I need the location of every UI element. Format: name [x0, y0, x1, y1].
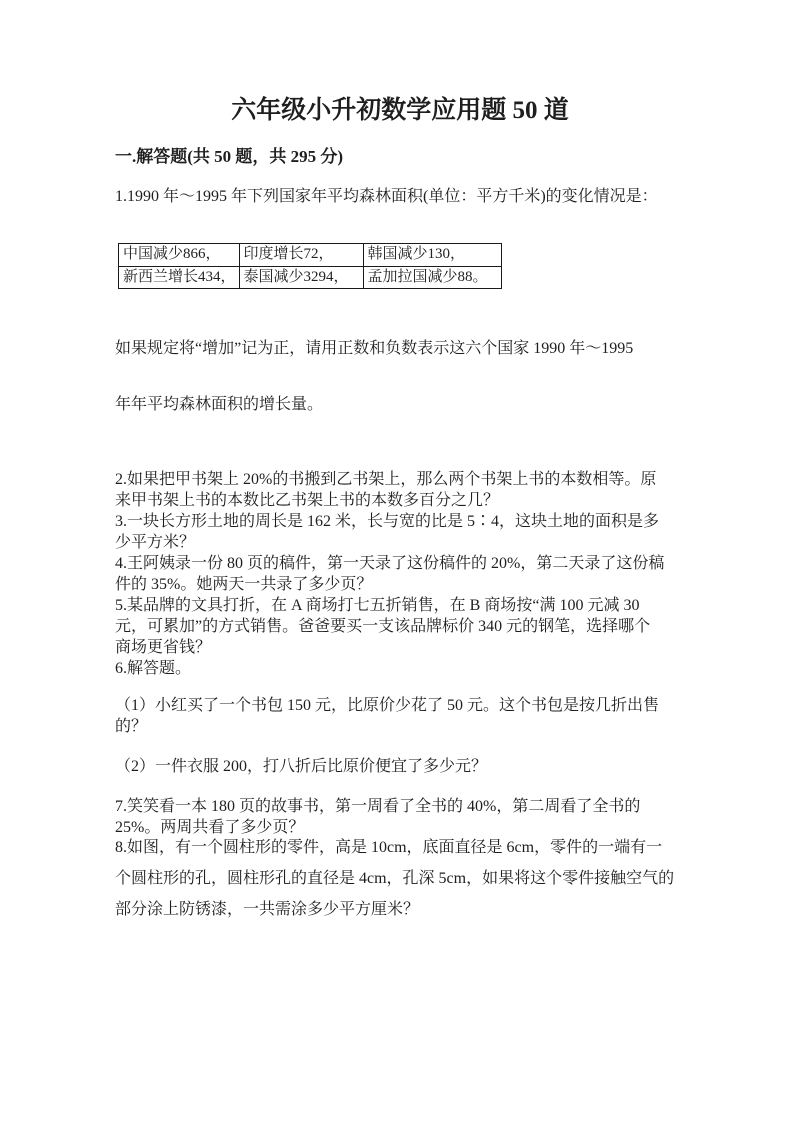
- question-1-intro: [115, 186, 725, 207]
- question-2: [115, 469, 725, 511]
- question-5: [115, 595, 725, 658]
- table-cell: 印度增长72，: [239, 244, 363, 267]
- text-line: 5.某品牌的文具打折，在 A 商场打七五折销售，在 B 商场按“满 100 元减 30: [115, 597, 640, 614]
- text-line: 如果规定将“增加”记为正，请用正数和负数表示这六个国家 1990 年～1995: [115, 340, 634, 357]
- question-1-table: [118, 243, 502, 289]
- text-line: 8.如图，有一个圆柱形的零件，高是 10cm，底面直径是 6cm，零件的一端有一: [115, 839, 663, 856]
- text-line: 1.1990 年～1995 年下列国家年平均森林面积(单位：平方千米)的变化情况是：: [115, 188, 658, 205]
- question-1-followup: [115, 339, 725, 451]
- table-cell: 中国减少866，: [119, 244, 240, 267]
- text-line: 的？: [115, 718, 148, 735]
- text-line: 6.解答题。: [115, 660, 192, 677]
- text-line: 元，可累加”的方式销售。爸爸要买一支该品牌标价 340 元的钢笔，选择哪个: [115, 618, 651, 635]
- text-line: 2.如果把甲书架上 20%的书搬到乙书架上，那么两个书架上书的本数相等。原: [115, 471, 657, 488]
- text-line: 个圆柱形的孔，圆柱形孔的直径是 4cm，孔深 5cm，如果将这个零件接触空气的: [115, 870, 675, 887]
- table-cell: 新西兰增长434，: [119, 266, 240, 289]
- text-line: 来甲书架上书的本数比乙书架上书的本数多百分之几？: [115, 492, 500, 509]
- text-line: 件的 35%。她两天一共录了多少页？: [115, 576, 373, 593]
- text-line: 3.一块长方形土地的周长是 162 米，长与宽的比是 5∶4，这块土地的面积是多: [115, 513, 660, 530]
- text-line: 少平方米？: [115, 534, 196, 551]
- page-title: 六年级小升初数学应用题 50 道: [231, 97, 569, 124]
- text-line: 商场更省钱？: [115, 639, 212, 656]
- table-cell: 孟加拉国减少88。: [363, 266, 501, 289]
- table-row: [119, 244, 502, 267]
- text-line: 25%。两周共看了多少页？: [115, 819, 305, 836]
- question-6-heading: [115, 658, 725, 679]
- text-line: 7.笑笑看一本 180 页的故事书，第一周看了全书的 40%，第二周看了全书的: [115, 798, 641, 815]
- text-line: 年年平均森林面积的增长量。: [115, 396, 324, 413]
- text-line: 4.王阿姨录一份 80 页的稿件，第一天录了这份稿件的 20%，第二天录了这份稿: [115, 555, 665, 572]
- table-row: [119, 266, 502, 289]
- section-heading: 一.解答题(共 50 题，共 295 分): [115, 147, 344, 166]
- question-3: [115, 511, 725, 553]
- question-6-part-2: [115, 756, 725, 777]
- question-4: [115, 553, 725, 595]
- table-cell: 泰国减少3294，: [239, 266, 363, 289]
- question-6-part-1: [115, 695, 725, 737]
- text-line: （2）一件衣服 200，打八折后比原价便宜了多少元？: [115, 758, 488, 775]
- text-line: （1）小红买了一个书包 150 元，比原价少花了 50 元。这个书包是按几折出售: [115, 697, 660, 714]
- text-line: 部分涂上防锈漆，一共需涂多少平方厘米？: [115, 901, 420, 918]
- table-cell: 韩国减少130，: [363, 244, 501, 267]
- question-8: [115, 832, 725, 925]
